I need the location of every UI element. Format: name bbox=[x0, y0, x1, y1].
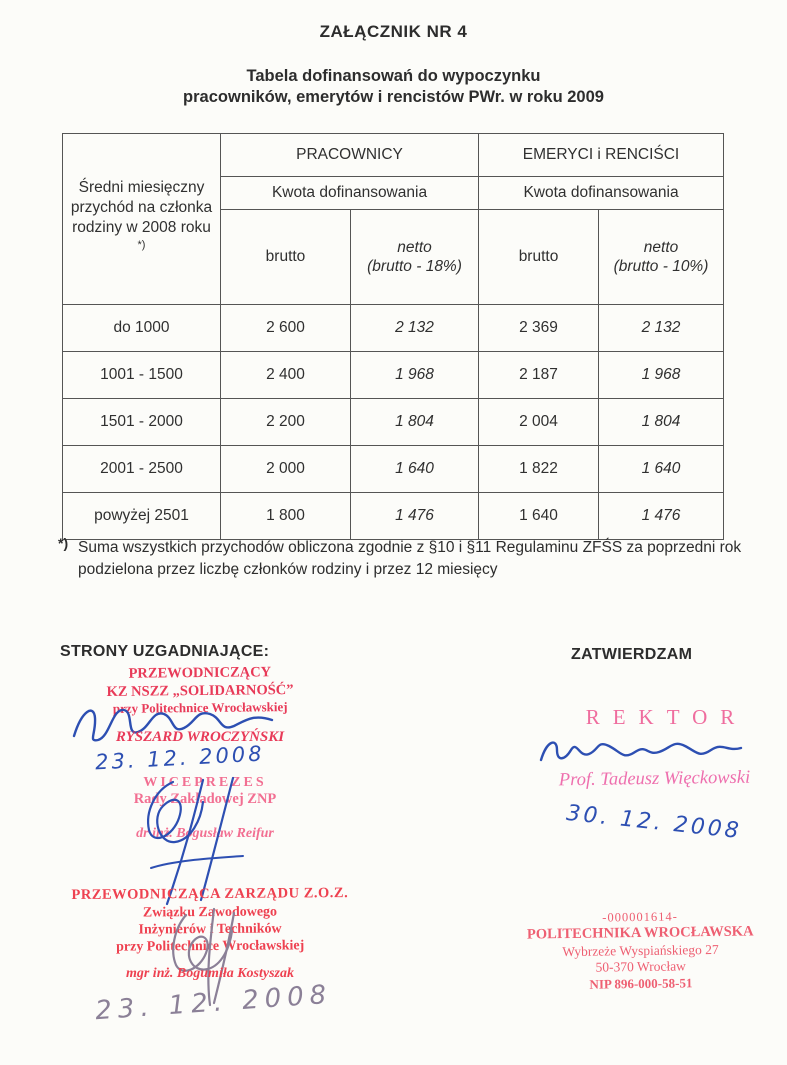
subheader-retirees: Kwota dofinansowania bbox=[479, 177, 724, 210]
employees-brutto: 2 000 bbox=[221, 446, 351, 493]
solidarnosc-date: 23. 12. 2008 bbox=[94, 741, 266, 775]
grant-table bbox=[62, 133, 724, 540]
col-header-brutto-retirees: brutto bbox=[479, 210, 599, 305]
stamp-org-location: przy Politechnice Wrocławskiej bbox=[116, 938, 305, 955]
col-header-netto-employees: netto (brutto - 18%) bbox=[351, 210, 479, 305]
income-range: do 1000 bbox=[63, 305, 221, 352]
pwr-university-stamp bbox=[502, 908, 778, 994]
retirees-netto: 1 476 bbox=[599, 493, 724, 540]
approval-header: ZATWIERDZAM bbox=[571, 646, 693, 663]
footnote-mark: *) bbox=[137, 239, 146, 252]
stamp-title: WICEPREZES bbox=[143, 775, 267, 790]
stamp-title: PRZEWODNICZĄCY bbox=[128, 664, 272, 682]
stamp-nip: NIP 896-000-58-51 bbox=[589, 975, 693, 992]
attachment-label: ZAŁĄCZNIK NR 4 bbox=[319, 22, 468, 41]
income-range: 2001 - 2500 bbox=[63, 446, 221, 493]
document-title-line1: Tabela dofinansowań do wypoczynku bbox=[246, 67, 541, 85]
table-row bbox=[63, 399, 724, 446]
rektor-signature bbox=[535, 730, 750, 770]
agreeing-parties-header: STRONY UZGADNIAJĄCE: bbox=[60, 643, 270, 660]
wroczynski-name-stamp: RYSZARD WROCZYŃSKI bbox=[115, 729, 285, 745]
retirees-netto: 2 132 bbox=[599, 305, 724, 352]
stamp-city: 50-370 Wrocław bbox=[595, 958, 686, 976]
rektor-date: 30. 12. 2008 bbox=[565, 800, 743, 845]
document-title-line2: pracowników, emerytów i rencistów PWr. w roku 2009 bbox=[183, 88, 604, 106]
footnote bbox=[58, 537, 754, 582]
stamp-number: -000001614- bbox=[602, 909, 678, 925]
retirees-brutto: 1 640 bbox=[479, 493, 599, 540]
employees-netto: 1 640 bbox=[351, 446, 479, 493]
employees-netto: 1 968 bbox=[351, 352, 479, 399]
employees-brutto: 1 800 bbox=[221, 493, 351, 540]
kostyszak-name-stamp: mgr inż. Bogumiła Kostyszak bbox=[125, 966, 295, 981]
stamp-university-name: POLITECHNIKA WROCŁAWSKA bbox=[526, 923, 754, 943]
retirees-netto: 1 640 bbox=[599, 446, 724, 493]
income-range: 1001 - 1500 bbox=[63, 352, 221, 399]
retirees-brutto: 2 369 bbox=[479, 305, 599, 352]
rektor-name-stamp: Prof. Tadeusz Więckowski bbox=[558, 767, 751, 791]
employees-netto: 2 132 bbox=[351, 305, 479, 352]
group-header-retirees: EMERYCI i RENCIŚCI bbox=[479, 134, 724, 177]
employees-netto: 1 476 bbox=[351, 493, 479, 540]
table-row bbox=[63, 305, 724, 352]
subheader-employees: Kwota dofinansowania bbox=[221, 177, 479, 210]
col-header-brutto-employees: brutto bbox=[221, 210, 351, 305]
retirees-netto: 1 968 bbox=[599, 352, 724, 399]
stamp-title: PRZEWODNICZĄCA ZARZĄDU Z.O.Z. bbox=[71, 885, 349, 903]
income-range: powyżej 2501 bbox=[63, 493, 221, 540]
employees-brutto: 2 400 bbox=[221, 352, 351, 399]
stamp-org: KZ NSZZ „SOLIDARNOŚĆ” bbox=[106, 681, 294, 700]
stamp-org: Rady Zakładowej ZNP bbox=[133, 791, 277, 808]
stamp-org2: Inżynierów i Techników bbox=[138, 921, 282, 938]
zoz-date: 23. 12. 2008 bbox=[94, 979, 334, 1027]
footnote-text: Suma wszystkich przychodów obliczona zgodnie z §10 i §11 Regulaminu ZFŚS za poprzedni rok podzielona przez liczbę członków rodziny i przez 12 miesięcy bbox=[78, 539, 742, 579]
employees-netto: 1 804 bbox=[351, 399, 479, 446]
table-row bbox=[63, 446, 724, 493]
employees-brutto: 2 200 bbox=[221, 399, 351, 446]
stamp-org: Związku Zawodowego bbox=[142, 904, 278, 921]
retirees-brutto: 2 187 bbox=[479, 352, 599, 399]
retirees-brutto: 1 822 bbox=[479, 446, 599, 493]
col-header-netto-retirees: netto (brutto - 10%) bbox=[599, 210, 724, 305]
stamp-street: Wybrzeże Wyspiańskiego 27 bbox=[562, 941, 719, 960]
employees-brutto: 2 600 bbox=[221, 305, 351, 352]
retirees-netto: 1 804 bbox=[599, 399, 724, 446]
table-row bbox=[63, 493, 724, 540]
rektor-stamp: REKTOR bbox=[585, 705, 748, 729]
group-header-employees: PRACOWNICY bbox=[221, 134, 479, 177]
stamp-org-location: przy Politechnice Wrocławskiej bbox=[112, 699, 288, 717]
table-row bbox=[63, 352, 724, 399]
income-range: 1501 - 2000 bbox=[63, 399, 221, 446]
reifur-name-stamp: dr inż. Bogusław Reifur bbox=[136, 825, 274, 841]
retirees-brutto: 2 004 bbox=[479, 399, 599, 446]
footnote-mark: *) bbox=[58, 535, 69, 551]
income-column-header: Średni miesięczny przychód na członka rodziny w 2008 roku *) bbox=[63, 134, 221, 305]
